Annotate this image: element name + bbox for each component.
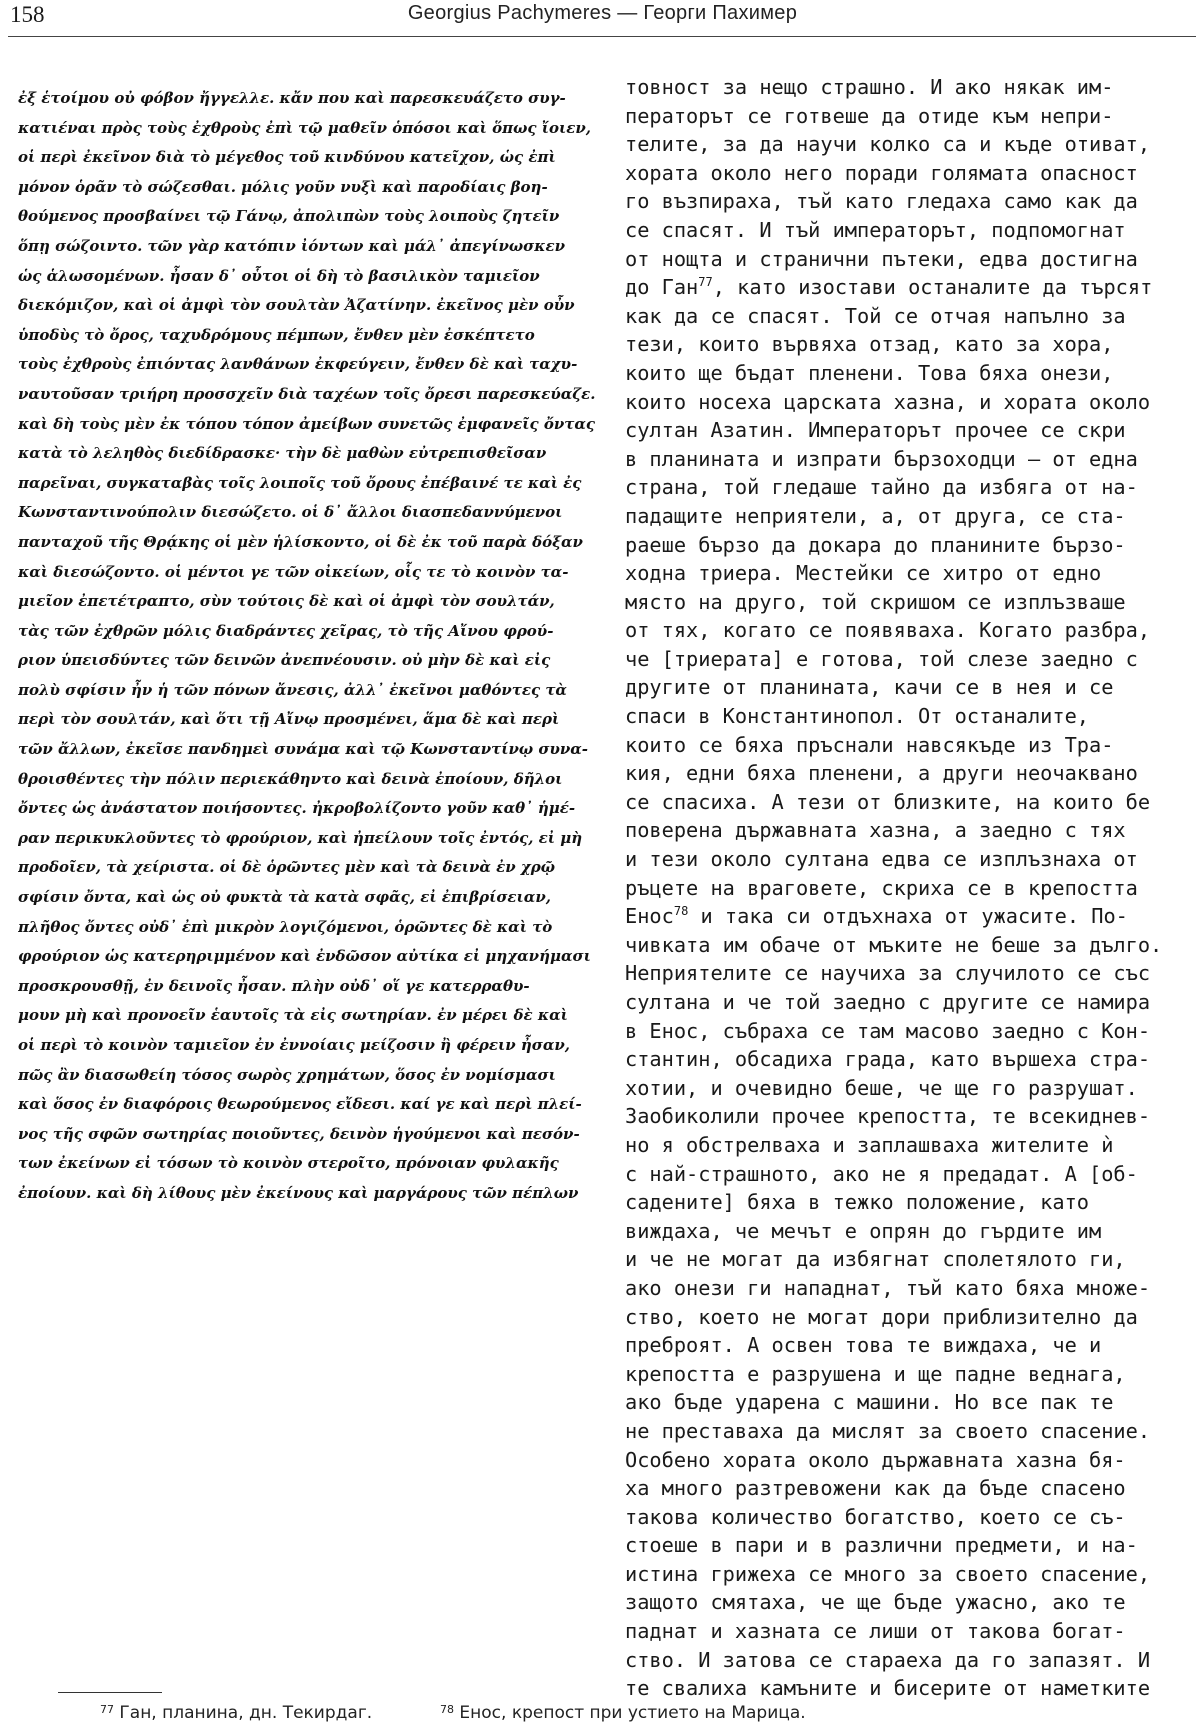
- greek-line: καὶ διεσώζοντο. οἱ μέντοι γε τῶν οἰκείων, οἷς τε τὸ κοινὸν τα-: [18, 562, 569, 581]
- translation-line: крепостта е разрушена и ще падне веднага,: [625, 1361, 1126, 1386]
- translation-line: раеше бързо да докара до планините бързо-: [625, 532, 1126, 557]
- footnote-text: Ган, планина, дн. Текирдаг.: [119, 1703, 373, 1723]
- greek-line: σφίσιν ὄντα, καὶ ὡς οὐ φυκτὰ τὰ κατὰ σφᾶς, εἰ ἐπιβρίσειαν,: [18, 888, 551, 907]
- header-rule: [8, 36, 1196, 37]
- greek-line: οἱ περὶ ἐκεῖνον διὰ τὸ μέγεθος τοῦ κινδύνου κατεῖχον, ὡς ἐπὶ: [18, 148, 556, 167]
- footnote-77: [100, 1703, 372, 1723]
- greek-line: πολὺ σφίσιν ἦν ἡ τῶν πόνων ἄνεσις, ἀλλ᾿ ἐκεῖνοι μαθόντες τὰ: [18, 680, 567, 699]
- greek-line: προδοῖεν, τὰ χείριστα. οἱ δὲ ὁρῶντες μὲν καὶ τὰ δεινὰ ἐν χρῷ: [18, 858, 556, 877]
- page-header: [10, 2, 1195, 38]
- translation-line: защото смятаха, че ще бъде ужасно, ако те: [625, 1590, 1126, 1615]
- translation-line: и тези около султана едва се изплъзнаха от: [625, 847, 1138, 872]
- translation-line: султан Азатин. Императорът прочее се скри: [625, 418, 1126, 443]
- footnotes: [100, 1703, 1150, 1729]
- greek-text-column: [18, 84, 598, 1209]
- greek-line: καὶ ὅσος ἐν διαφόροις θεωρούμενος εἴδεσι. καί γε καὶ περὶ πλεί-: [18, 1095, 582, 1114]
- greek-line: κατὰ τὸ λεληθὸς διεδίδρασκε· τὴν δὲ μαθὼν εὐτρεπισθεῖσαν: [18, 444, 547, 463]
- translation-line: място на друго, той скришом се изплъзваше: [625, 589, 1126, 614]
- translation-line: ако онези ги нападнат, тъй като бяха множе-: [625, 1275, 1151, 1300]
- greek-line: ὅπῃ σώζοιντο. τῶν γὰρ κατόπιν ἰόντων καὶ μάλ᾿ ἀπεγίνωσκεν: [18, 236, 565, 255]
- translation-line: от тях, когато се появяваха. Когато разбра,: [625, 618, 1151, 643]
- greek-line: τοὺς ἐχθροὺς ἐπιόντας λανθάνων ἐκφεύγειν, ἔνθεν δὲ καὶ ταχυ-: [18, 355, 578, 374]
- greek-line: θούμενος προσβαίνει τῷ Γάνῳ, ἀπολιπὼν τοὺς λοιποὺς ζητεῖν: [18, 207, 560, 226]
- translation-line: но я обстрелваха и заплашваха жителите ѝ: [625, 1132, 1114, 1157]
- translation-line: телите, за да научи колко са и къде отиват,: [625, 132, 1151, 157]
- translation-line: ха много разтревожени как да бъде спасено: [625, 1476, 1126, 1501]
- greek-line: προσκρουσθῇ, ἐν δεινοῖς ἦσαν. πλὴν οὐδ᾿ οἵ γε κατερραθυ-: [18, 976, 530, 995]
- footnote-78: [440, 1703, 806, 1723]
- greek-line: των ἐκείνων εἰ τόσων τὸ κοινὸν στεροῖτο, πρόνοιαν φυλακῆς: [18, 1154, 559, 1173]
- translation-line: как да се спасят. Той се отчая напълно за: [625, 303, 1126, 328]
- translation-line: в планината и изпрати бързоходци — от една: [625, 446, 1138, 471]
- translation-line: преброят. А освен това те виждаха, че и: [625, 1333, 1102, 1358]
- translation-line: не преставаха да мислят за своето спасение.: [625, 1418, 1151, 1443]
- translation-line: паднат и хазната се лиши от такова богат-: [625, 1619, 1126, 1644]
- footnote-ref: 77: [698, 275, 713, 290]
- greek-line: μιεῖον ἐπετέτραπτο, σὺν τούτοις δὲ καὶ οἱ ἀμφὶ τὸν σουλτάν,: [18, 592, 555, 611]
- translation-line: стоеше в пари и в различни предмети, и на-: [625, 1533, 1138, 1558]
- greek-line: καὶ δὴ τοὺς μὲν ἐκ τόπου τόπον ἀμείβων συνετῶς ἐμφανεῖς ὄντας: [18, 414, 596, 433]
- greek-line: μόνον ὁρᾶν τὸ σώζεσθαι. μόλις γοῦν νυξὶ καὶ παροδίαις βοη-: [18, 177, 548, 196]
- translation-line: и че не могат да избягнат сполетялото ги,: [625, 1247, 1126, 1272]
- translation-line: тези, които вървяха отзад, като за хора,: [625, 332, 1114, 357]
- greek-line: παρεῖναι, συγκαταβὰς τοῖς λοιποῖς τοῦ ὄρους ἐπέβαινέ τε καὶ ἐς: [18, 473, 582, 492]
- translation-line: ство, което не могат дори приблизително да: [625, 1304, 1138, 1329]
- greek-line: κατιέναι πρὸς τοὺς ἐχθροὺς ἐπὶ τῷ μαθεῖν ὁπόσοι καὶ ὅπως ἴοιεν,: [18, 118, 591, 137]
- translation-line: които ще бъдат пленени. Това бяха онези,: [625, 360, 1114, 385]
- translation-line: Енос$^{78}$ и така си отдъхнаха от ужасите. По-: [625, 904, 1128, 929]
- footnote-text: Енос, крепост при устието на Марица.: [459, 1703, 806, 1723]
- translation-line: истина грижеха се много за своето спасение,: [625, 1561, 1151, 1586]
- footnote-number: 78: [440, 1703, 454, 1716]
- greek-line: Κωνσταντινούπολιν διεσώζετο. οἱ δ᾿ ἄλλοι διασπεδαννύμενοι: [18, 503, 563, 522]
- translation-line: които се бяха пръснали навсякъде из Тра-: [625, 732, 1114, 757]
- translation-line: стантин, обсадиха града, като вършеха стра-: [625, 1047, 1151, 1072]
- greek-line: πλῆθος ὄντες οὐδ᾿ ἐπὶ μικρὸν λογιζόμενοι, ὁρῶντες δὲ καὶ τὸ: [18, 917, 553, 936]
- greek-line: ὑποδὺς τὸ ὄρος, ταχυδρόμους πέμπων, ἔνθεν μὲν ἐσκέπτετο: [18, 325, 535, 344]
- greek-line: ριον ὑπεισδύντες τῶν δεινῶν ἀνεπνέουσιν. οὐ μὴν δὲ καὶ εἰς: [18, 651, 551, 670]
- greek-line: ναυτοῦσαν τριήρη προσσχεῖν διὰ ταχέων τοῖς ὄρεσι παρεσκεύαζε.: [18, 384, 596, 403]
- greek-line: διεκόμιζον, καὶ οἱ ἀμφὶ τὸν σουλτὰν Ἀζατίνην. ἐκεῖνος μὲν οὖν: [18, 296, 575, 315]
- translation-line: спаси в Константинопол. От останалите,: [625, 704, 1089, 729]
- translation-line: го възпираха, тъй като гледаха само как да: [625, 189, 1138, 214]
- greek-line: τὰς τῶν ἐχθρῶν μόλις διαδράντες χεῖρας, τὸ τῆς Αἴνου φρού-: [18, 621, 554, 640]
- translation-line: хотии, и очевидно беше, че ще го разрушат.: [625, 1075, 1138, 1100]
- footnote-ref: 78: [673, 904, 689, 919]
- greek-line: πῶς ἂν διασωθείη τόσος σωρὸς χρημάτων, ὅσος ἐν νομίσμασι: [18, 1065, 556, 1084]
- greek-line: ὄντες ὡς ἀνάστατον ποιήσοντες. ἠκροβολίζοντο γοῦν καθ᾿ ἡμέ-: [18, 799, 576, 818]
- greek-line: νος τῆς σφῶν σωτηρίας ποιοῦντες, δεινὸν ἡγούμενοι καὶ πεσόν-: [18, 1124, 580, 1143]
- greek-line: θροισθέντες τὴν πόλιν περιεκάθηντο καὶ δεινὰ ἐποίουν, δῆλοι: [18, 769, 563, 788]
- translation-line: страна, той гледаше тайно да избяга от на-: [625, 475, 1138, 500]
- translation-line: чивката им обаче от мъките не беше за дълго.: [625, 932, 1163, 957]
- translation-line: садените] бяха в тежко положение, като: [625, 1190, 1089, 1215]
- bulgarian-translation-column: [625, 73, 1195, 1703]
- translation-line: поверена държавната хазна, а заедно с тях: [625, 818, 1126, 843]
- greek-line: πανταχοῦ τῆς Θρᾴκης οἱ μὲν ἡλίσκοντο, οἱ δὲ ἐκ τοῦ παρὰ δόξαν: [18, 532, 583, 551]
- translation-line: Особено хората около държавната хазна бя-: [625, 1447, 1126, 1472]
- translation-line: в Енос, събраха се там масово заедно с Кон-: [625, 1018, 1151, 1043]
- translation-line: товност за нещо страшно. И ако някак им-: [625, 75, 1114, 99]
- translation-line: виждаха, че мечът е опрян до гърдите им: [625, 1218, 1102, 1243]
- translation-line: султана и че той заедно с другите се намира: [625, 990, 1151, 1014]
- translation-line: до Ган$^{77}$, като изостави останалите да търсят: [625, 275, 1153, 300]
- translation-line: които носеха царската хазна, и хората около: [625, 389, 1151, 414]
- translation-line: другите от планината, качи се в нея и се: [625, 675, 1114, 700]
- footnote-rule: [58, 1692, 162, 1693]
- greek-line: οἱ περὶ τὸ κοινὸν ταμιεῖον ἐν ἐννοίαις μείζοσιν ἢ φέρειν ἦσαν,: [18, 1036, 571, 1054]
- page-number: 158: [10, 2, 45, 27]
- translation-line: кия, едни бяха пленени, а други неочаквано: [625, 761, 1138, 786]
- greek-line: μουν μὴ καὶ προνοεῖν ἑαυτοῖς τὰ εἰς σωτηρίαν. ἐν μέρει δὲ καὶ: [18, 1006, 568, 1025]
- greek-line: φρούριον ὡς κατερηριμμένον καὶ ἐνδῶσον αὐτίκα εἰ μηχανήμασι: [18, 947, 591, 966]
- translation-line: Заобиколили прочее крепостта, те всекиднев-: [625, 1104, 1151, 1129]
- greek-line: ὡς ἁλωσομένων. ἦσαν δ᾿ οὗτοι οἱ δὴ τὸ βασιλικὸν ταμιεῖον: [18, 266, 540, 285]
- translation-line: Неприятелите се научиха за случилото се със: [625, 961, 1151, 986]
- greek-line: τῶν ἄλλων, ἐκεῖσε πανδημεὶ συνάμα καὶ τῷ Κωνσταντίνῳ συνα-: [18, 740, 589, 759]
- translation-line: ператорът се готвеше да отиде към непри-: [625, 103, 1114, 128]
- translation-line: с най-страшното, ако не я предадат. А [об-: [625, 1161, 1138, 1186]
- translation-line: че [триерата] е готова, той слезе заедно с: [625, 646, 1138, 671]
- translation-line: от нощта и странични пътеки, едва достигна: [625, 246, 1138, 271]
- running-title: Georgius Pachymeres — Георги Пахимер: [407, 2, 798, 24]
- translation-line: ръцете на враговете, скриха се в крепостта: [625, 875, 1138, 900]
- translation-line: такова количество богатство, което се съ-: [625, 1504, 1126, 1529]
- translation-line: ство. И затова се стараеха да го запазят. И: [625, 1647, 1151, 1672]
- greek-line: περὶ τὸν σουλτάν, καὶ ὅτι τῇ Αἴνῳ προσμένει, ἅμα δὲ καὶ περὶ: [18, 710, 560, 729]
- greek-line: ραν περικυκλοῦντες τὸ φρούριον, καὶ ἠπείλουν τοῖς ἐντός, εἰ μὴ: [18, 828, 583, 847]
- greek-line: ἐξ ἑτοίμου οὐ φόβον ἤγγελλε. κἄν που καὶ παρεσκευάζετο συγ-: [18, 89, 566, 107]
- footnote-number: 77: [100, 1703, 114, 1716]
- translation-line: ходна триера. Местейки се хитро от едно: [625, 561, 1102, 586]
- translation-line: те свалиха камъните и бисерите от наметките: [625, 1676, 1151, 1701]
- greek-line: ἐποίουν. καὶ δὴ λίθους μὲν ἐκείνους καὶ μαργάρους τῶν πέπλων: [18, 1183, 579, 1202]
- translation-line: се спасиха. А тези от близките, на които бе: [625, 789, 1151, 814]
- translation-line: падащите неприятели, а, от друга, се ста-: [625, 503, 1126, 528]
- translation-line: хората около него поради голямата опасност: [625, 160, 1138, 185]
- translation-line: ако бъде ударена с машини. Но все пак те: [625, 1390, 1114, 1415]
- translation-line: се спасят. И тъй императорът, подпомогнат: [625, 217, 1126, 242]
